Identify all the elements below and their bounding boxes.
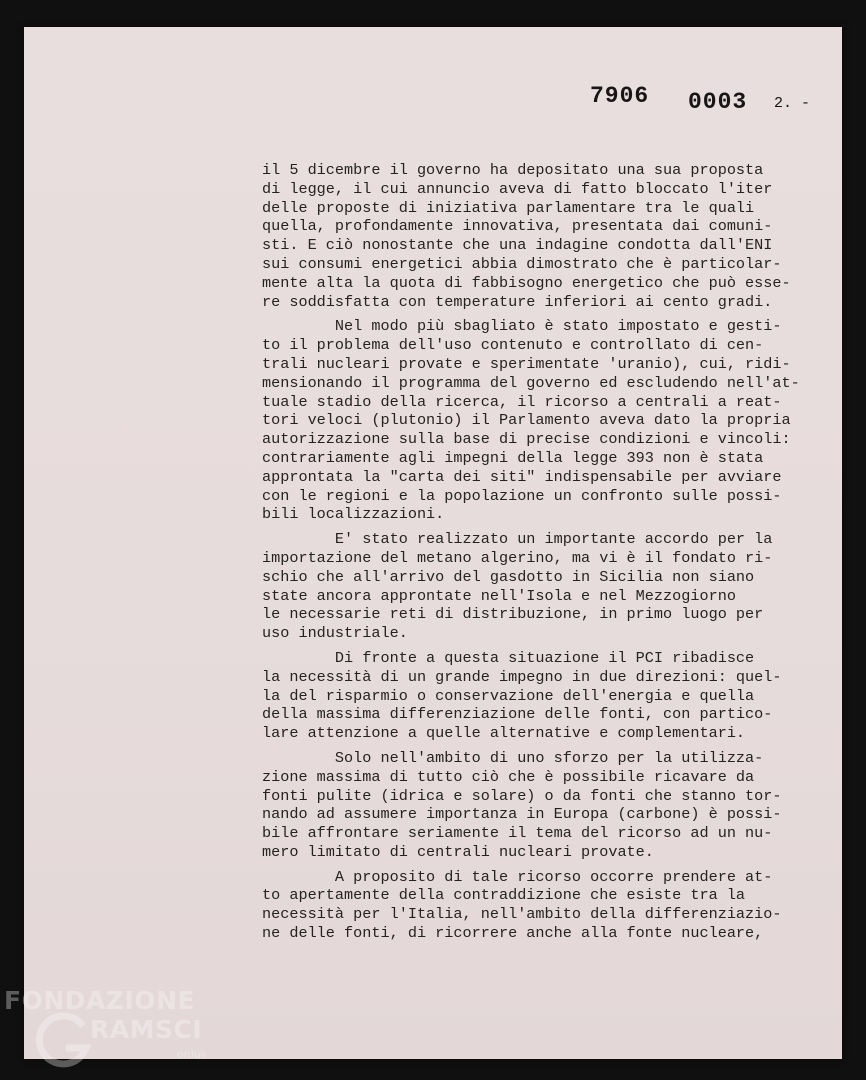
archive-number-2: 0003 [688,89,748,115]
text-line: E' stato realizzato un importante accordo per la [262,530,773,549]
watermark-line-2: RAMSCI [90,1015,203,1044]
text-line: le necessarie reti di distribuzione, in primo luogo per [262,605,764,624]
text-line: sui consumi energetici abbia dimostrato che è particolar- [262,254,782,273]
text-line: schio che all'arrivo del gasdotto in Sicilia non siano [262,567,755,586]
text-line: tori veloci (plutonio) il Parlamento aveva dato la propria [262,411,791,430]
text-line: A proposito di tale ricorso occorre prendere at- [262,867,773,886]
text-line: re soddisfatta con temperature inferiori ai cento gradi. [262,292,773,311]
text-line: la necessità di un grande impegno in due direzioni: quel- [262,667,782,686]
watermark-line-1: FONDAZIONE [4,986,196,1015]
paragraph [262,868,822,943]
text-line: to il problema dell'uso contenuto e controllato di cen- [262,336,764,355]
text-line: quella, profondamente innovativa, presentata dai comuni- [262,217,773,236]
text-line: to apertamente della contraddizione che esiste tra la [262,886,746,905]
paragraph [262,649,822,743]
text-line: importazione del metano algerino, ma vi è il fondato ri- [262,548,773,567]
text-line: della massima differenziazione delle fonti, con partico- [262,705,773,724]
text-line: mero limitato di centrali nucleari provate. [262,842,654,861]
watermark-g-logo-icon [36,1012,94,1070]
text-line: Solo nell'ambito di uno sforzo per la utilizza- [262,748,764,767]
text-line: mente alta la quota di fabbisogno energetico che può esse- [262,273,791,292]
text-line: fonti pulite (idrica e solare) o da fonti che stanno tor- [262,786,782,805]
paragraph [262,161,822,311]
paper-sheet [24,27,842,1059]
text-line: lare attenzione a quelle alternative e complementari. [262,724,746,743]
text-line: necessità per l'Italia, nell'ambito della differenziazio- [262,905,782,924]
text-line: state ancora approntate nell'Isola e nel Mezzogiorno [262,586,736,605]
text-line: ne delle fonti, di ricorrere anche alla fonte nucleare, [262,924,764,943]
text-line: bili localizzazioni. [262,505,445,524]
text-line: sti. E ciò nonostante che una indagine condotta dall'ENI [262,236,773,255]
text-line: delle proposte di iniziativa parlamentare tra le quali [262,198,755,217]
fondazione-gramsci-watermark [4,986,219,1076]
text-line: trali nucleari provate e sperimentate 'uranio), cui, ridi- [262,354,791,373]
watermark-onlus: onlus [177,1048,207,1061]
document-body [262,161,822,949]
text-line: nando ad assumere importanza in Europa (carbone) è possi- [262,805,782,824]
text-line: di legge, il cui annuncio aveva di fatto bloccato l'iter [262,179,773,198]
text-line: Di fronte a questa situazione il PCI ribadisce [262,648,755,667]
text-line: approntata la "carta dei siti" indispensabile per avviare [262,467,782,486]
text-line: contrariamente agli impegni della legge 393 non è stata [262,448,764,467]
text-line: bile affrontare seriamente il tema del ricorso ad un nu- [262,824,773,843]
text-line: Nel modo più sbagliato è stato impostato e gesti- [262,317,782,336]
paragraph [262,317,822,524]
page-number: 2. - [774,95,811,112]
document-header [24,83,842,119]
archive-number-1: 7906 [590,83,650,109]
text-line: zione massima di tutto ciò che è possibile ricavare da [262,767,755,786]
text-line: con le regioni e la popolazione un confronto sulle possi- [262,486,782,505]
text-line: il 5 dicembre il governo ha depositato una sua proposta [262,161,764,179]
paragraph [262,530,822,643]
paragraph [262,749,822,862]
text-line: tuale stadio della ricerca, il ricorso a centrali a reat- [262,392,782,411]
text-line: la del risparmio o conservazione dell'energia e quella [262,686,755,705]
text-line: uso industriale. [262,624,408,643]
text-line: mensionando il programma del governo ed escludendo nell'at- [262,373,800,392]
text-line: autorizzazione sulla base di precise condizioni e vincoli: [262,430,791,449]
